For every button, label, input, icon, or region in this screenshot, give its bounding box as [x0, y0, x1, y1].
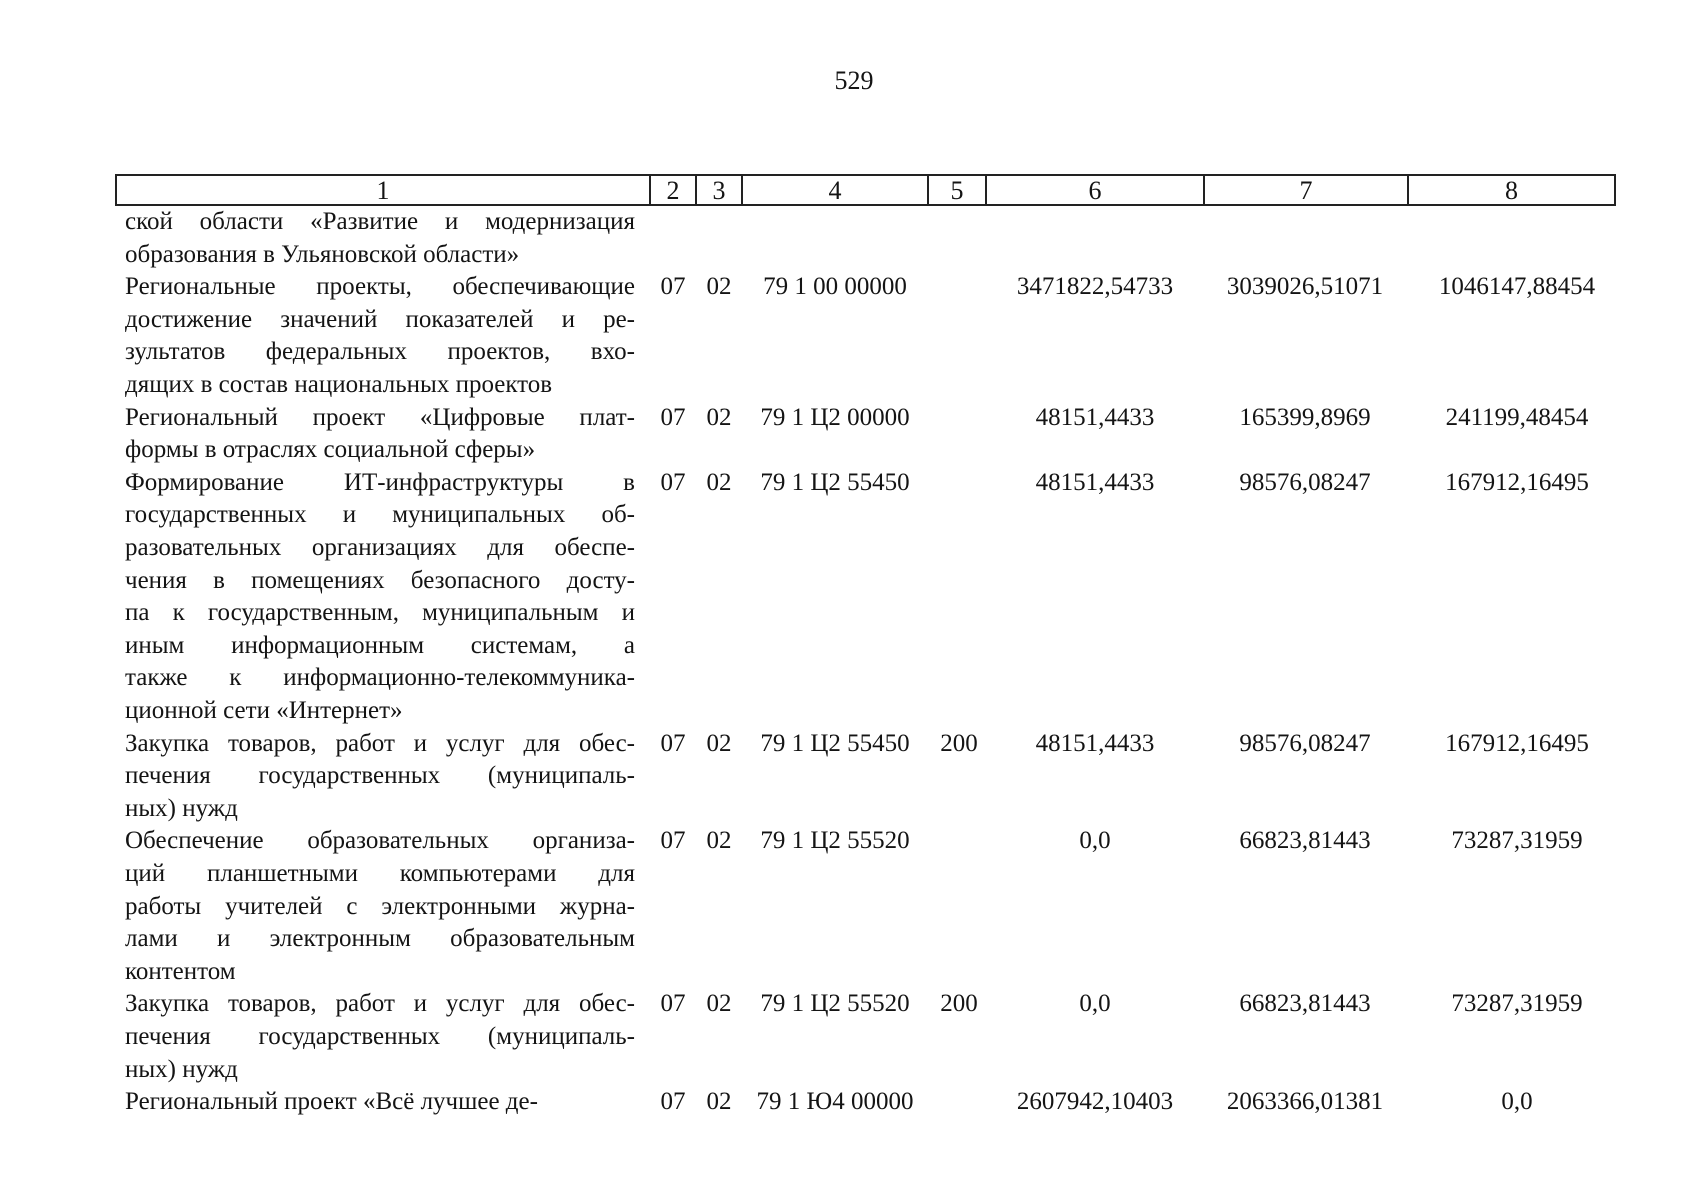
- cell-c8: 0,0: [1501, 1088, 1533, 1116]
- cell-c8: 1046147,88454: [1438, 273, 1596, 301]
- cell-c8: 73287,31959: [1451, 990, 1583, 1018]
- header-col-5: 5: [929, 176, 987, 204]
- table-header: [115, 174, 1616, 206]
- row-description: [125, 206, 635, 271]
- cell-c7: 66823,81443: [1239, 827, 1371, 855]
- cell-c8: 73287,31959: [1451, 827, 1583, 855]
- header-col-6: 6: [987, 176, 1205, 204]
- row-description: [125, 988, 635, 1086]
- cell-c8: 167912,16495: [1445, 468, 1589, 496]
- description-line: Закупка товаров, работ и услуг для обес-: [125, 729, 635, 757]
- description-line: Региональный проект «Всё лучшее де-: [125, 1088, 538, 1116]
- description-line: ской области «Развитие и модернизация: [125, 208, 635, 235]
- description-line: Закупка товаров, работ и услуг для обес-: [125, 990, 635, 1018]
- header-col-3: 3: [697, 176, 743, 204]
- description-line: достижение значений показателей и ре-: [125, 305, 635, 333]
- cell-c5: 200: [940, 990, 978, 1018]
- description-line: ций планшетными компьютерами для: [125, 859, 635, 887]
- cell-c7: 66823,81443: [1239, 990, 1371, 1018]
- cell-c2: 07: [660, 990, 686, 1018]
- header-col-1: 1: [117, 176, 651, 204]
- cell-c3: 02: [706, 403, 732, 431]
- description-line: ных) нужд: [125, 794, 238, 822]
- row-description: [125, 1086, 635, 1119]
- cell-c6: 48151,4433: [1035, 468, 1155, 496]
- cell-c6: 0,0: [1079, 827, 1111, 855]
- cell-c4: 79 1 Ю4 00000: [756, 1088, 914, 1116]
- cell-c8: 167912,16495: [1445, 729, 1589, 757]
- description-line: па к государственным, муниципальным и: [125, 599, 635, 627]
- description-line: Обеспечение образовательных организа-: [125, 827, 635, 855]
- description-line: иным информационным системам, а: [125, 631, 635, 659]
- description-line: печения государственных (муниципаль-: [125, 1022, 635, 1050]
- page-number: 529: [834, 66, 874, 95]
- cell-c3: 02: [706, 729, 732, 757]
- description-line: государственных и муниципальных об-: [125, 501, 635, 529]
- description-line: контентом: [125, 957, 236, 985]
- description-line: формы в отраслях социальной сферы»: [125, 436, 536, 464]
- cell-c2: 07: [660, 403, 686, 431]
- header-col-7: 7: [1205, 176, 1409, 204]
- cell-c8: 241199,48454: [1445, 403, 1589, 431]
- description-line: также к информационно-телекоммуника-: [125, 664, 635, 692]
- cell-c2: 07: [660, 273, 686, 301]
- cell-c3: 02: [706, 1088, 732, 1116]
- description-line: ционной сети «Интернет»: [125, 696, 403, 724]
- cell-c7: 98576,08247: [1239, 468, 1371, 496]
- cell-c4: 79 1 Ц2 55450: [760, 729, 910, 757]
- cell-c4: 79 1 Ц2 00000: [760, 403, 910, 431]
- cell-c4: 79 1 00 00000: [763, 273, 907, 301]
- description-line: Региональные проекты, обеспечивающие: [125, 273, 635, 301]
- cell-c2: 07: [660, 729, 686, 757]
- row-description: [125, 402, 635, 467]
- cell-c3: 02: [706, 468, 732, 496]
- cell-c3: 02: [706, 273, 732, 301]
- cell-c3: 02: [706, 990, 732, 1018]
- description-line: зультатов федеральных проектов, вхо-: [125, 338, 635, 366]
- row-description: [125, 271, 635, 401]
- cell-c6: 0,0: [1079, 990, 1111, 1018]
- description-line: Формирование ИТ-инфраструктуры в: [125, 468, 635, 496]
- cell-c7: 98576,08247: [1239, 729, 1371, 757]
- description-line: работы учителей с электронными журна-: [125, 892, 635, 920]
- description-line: ных) нужд: [125, 1055, 238, 1083]
- cell-c3: 02: [706, 827, 732, 855]
- row-description: [125, 728, 635, 826]
- row-description: [125, 467, 635, 728]
- header-col-4: 4: [743, 176, 929, 204]
- description-line: печения государственных (муниципаль-: [125, 762, 635, 790]
- cell-c4: 79 1 Ц2 55520: [760, 827, 910, 855]
- row-description: [125, 825, 635, 988]
- cell-c2: 07: [660, 468, 686, 496]
- description-line: лами и электронным образовательным: [125, 925, 635, 953]
- cell-c4: 79 1 Ц2 55520: [760, 990, 910, 1018]
- cell-c6: 48151,4433: [1035, 403, 1155, 431]
- cell-c7: 2063366,01381: [1226, 1088, 1384, 1116]
- cell-c2: 07: [660, 1088, 686, 1116]
- header-col-2: 2: [651, 176, 697, 204]
- cell-c7: 165399,8969: [1239, 403, 1371, 431]
- cell-c4: 79 1 Ц2 55450: [760, 468, 910, 496]
- description-line: дящих в состав национальных проектов: [125, 370, 553, 398]
- cell-c6: 48151,4433: [1035, 729, 1155, 757]
- cell-c5: 200: [940, 729, 978, 757]
- cell-c7: 3039026,51071: [1226, 273, 1384, 301]
- cell-c6: 2607942,10403: [1016, 1088, 1174, 1116]
- description-line: образования в Ульяновской области»: [125, 240, 520, 268]
- cell-c2: 07: [660, 827, 686, 855]
- description-line: разовательных организациях для обеспе-: [125, 533, 635, 561]
- cell-c6: 3471822,54733: [1016, 273, 1174, 301]
- description-line: чения в помещениях безопасного досту-: [125, 566, 635, 594]
- header-col-8: 8: [1505, 176, 1518, 205]
- description-line: Региональный проект «Цифровые плат-: [125, 403, 635, 431]
